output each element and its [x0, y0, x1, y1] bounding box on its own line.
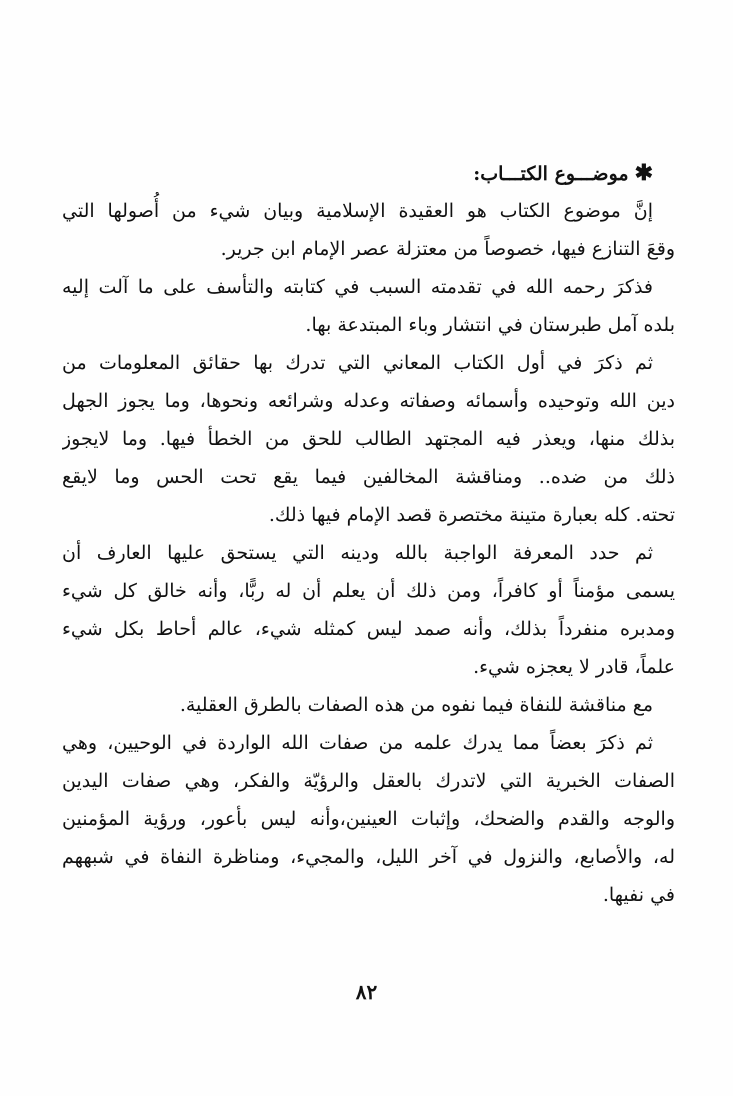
section-heading [62, 154, 675, 192]
page-body [62, 154, 675, 914]
text-line: والوجه والقدم والضحك، وإثبات العينين،وأنه ليس بأعور، ورؤية المؤمنين [62, 808, 675, 830]
text-line: بلده آمل طبرستان في انتشار وباء المبتدعة بها. [305, 314, 675, 336]
asterisk-icon: ✱ [634, 160, 653, 186]
text-line: علماً، قادر لا يعجزه شيء. [473, 656, 675, 678]
text-line: ثم حدد المعرفة الواجبة بالله ودينه التي يستحق عليها العارف أن [62, 542, 653, 564]
text-line: وقعَ التنازع فيها، خصوصاً من معتزلة عصر الإمام ابن جرير. [220, 238, 675, 260]
text-line: دين الله وتوحيده وأسمائه وصفاته وعدله وشرائعه ونحوها، وما يجوز الجهل [62, 390, 675, 412]
text-line: إنَّ موضوع الكتاب هو العقيدة الإسلامية وبيان شيء من أُصولها التي [62, 200, 653, 222]
text-line: مع مناقشة للنفاة فيما نفوه من هذه الصفات بالطرق العقلية. [179, 694, 653, 716]
text-line: في نفيها. [602, 884, 675, 906]
text-line: الصفات الخبرية التي لاتدرك بالعقل والرؤيّة والفكر، وهي صفات اليدين [62, 770, 675, 792]
text-line: يسمى مؤمناً أو كافراً، ومن ذلك أن يعلم أن له ربًّا، وأنه خالق كل شيء [62, 580, 675, 602]
text-line: ثم ذكرَ في أول الكتاب المعاني التي تدرك بها حقائق المعلومات من [62, 352, 653, 374]
section-heading-text: موضـــوع الكتـــاب: [473, 163, 629, 185]
text-line: ثم ذكرَ بعضاً مما يدرك علمه من صفات الله الواردة في الوحيين، وهي [62, 732, 653, 754]
text-line: ذلك من ضده.. ومناقشة المخالفين فيما يقع تحت الحس وما لايقع [62, 466, 675, 488]
text-line: له، والأصابع، والنزول في آخر الليل، والمجيء، ومناظرة النفاة في شبههم [62, 846, 675, 868]
page-number: ٨٢ [355, 980, 378, 1004]
text-line: بذلك منها، ويعذر فيه المجتهد الطالب للحق من الخطأ فيها. وما لايجوز [62, 428, 675, 450]
text-line: فذكرَ رحمه الله في تقدمته السبب في كتابته والتأسف على ما آلت إليه [62, 276, 653, 298]
text-line: ومدبره منفرداً بذلك، وأنه صمد ليس كمثله شيء، عالم أحاط بكل شيء [62, 618, 675, 640]
text-line: تحته. كله بعبارة متينة مختصرة قصد الإمام فيها ذلك. [268, 504, 675, 526]
